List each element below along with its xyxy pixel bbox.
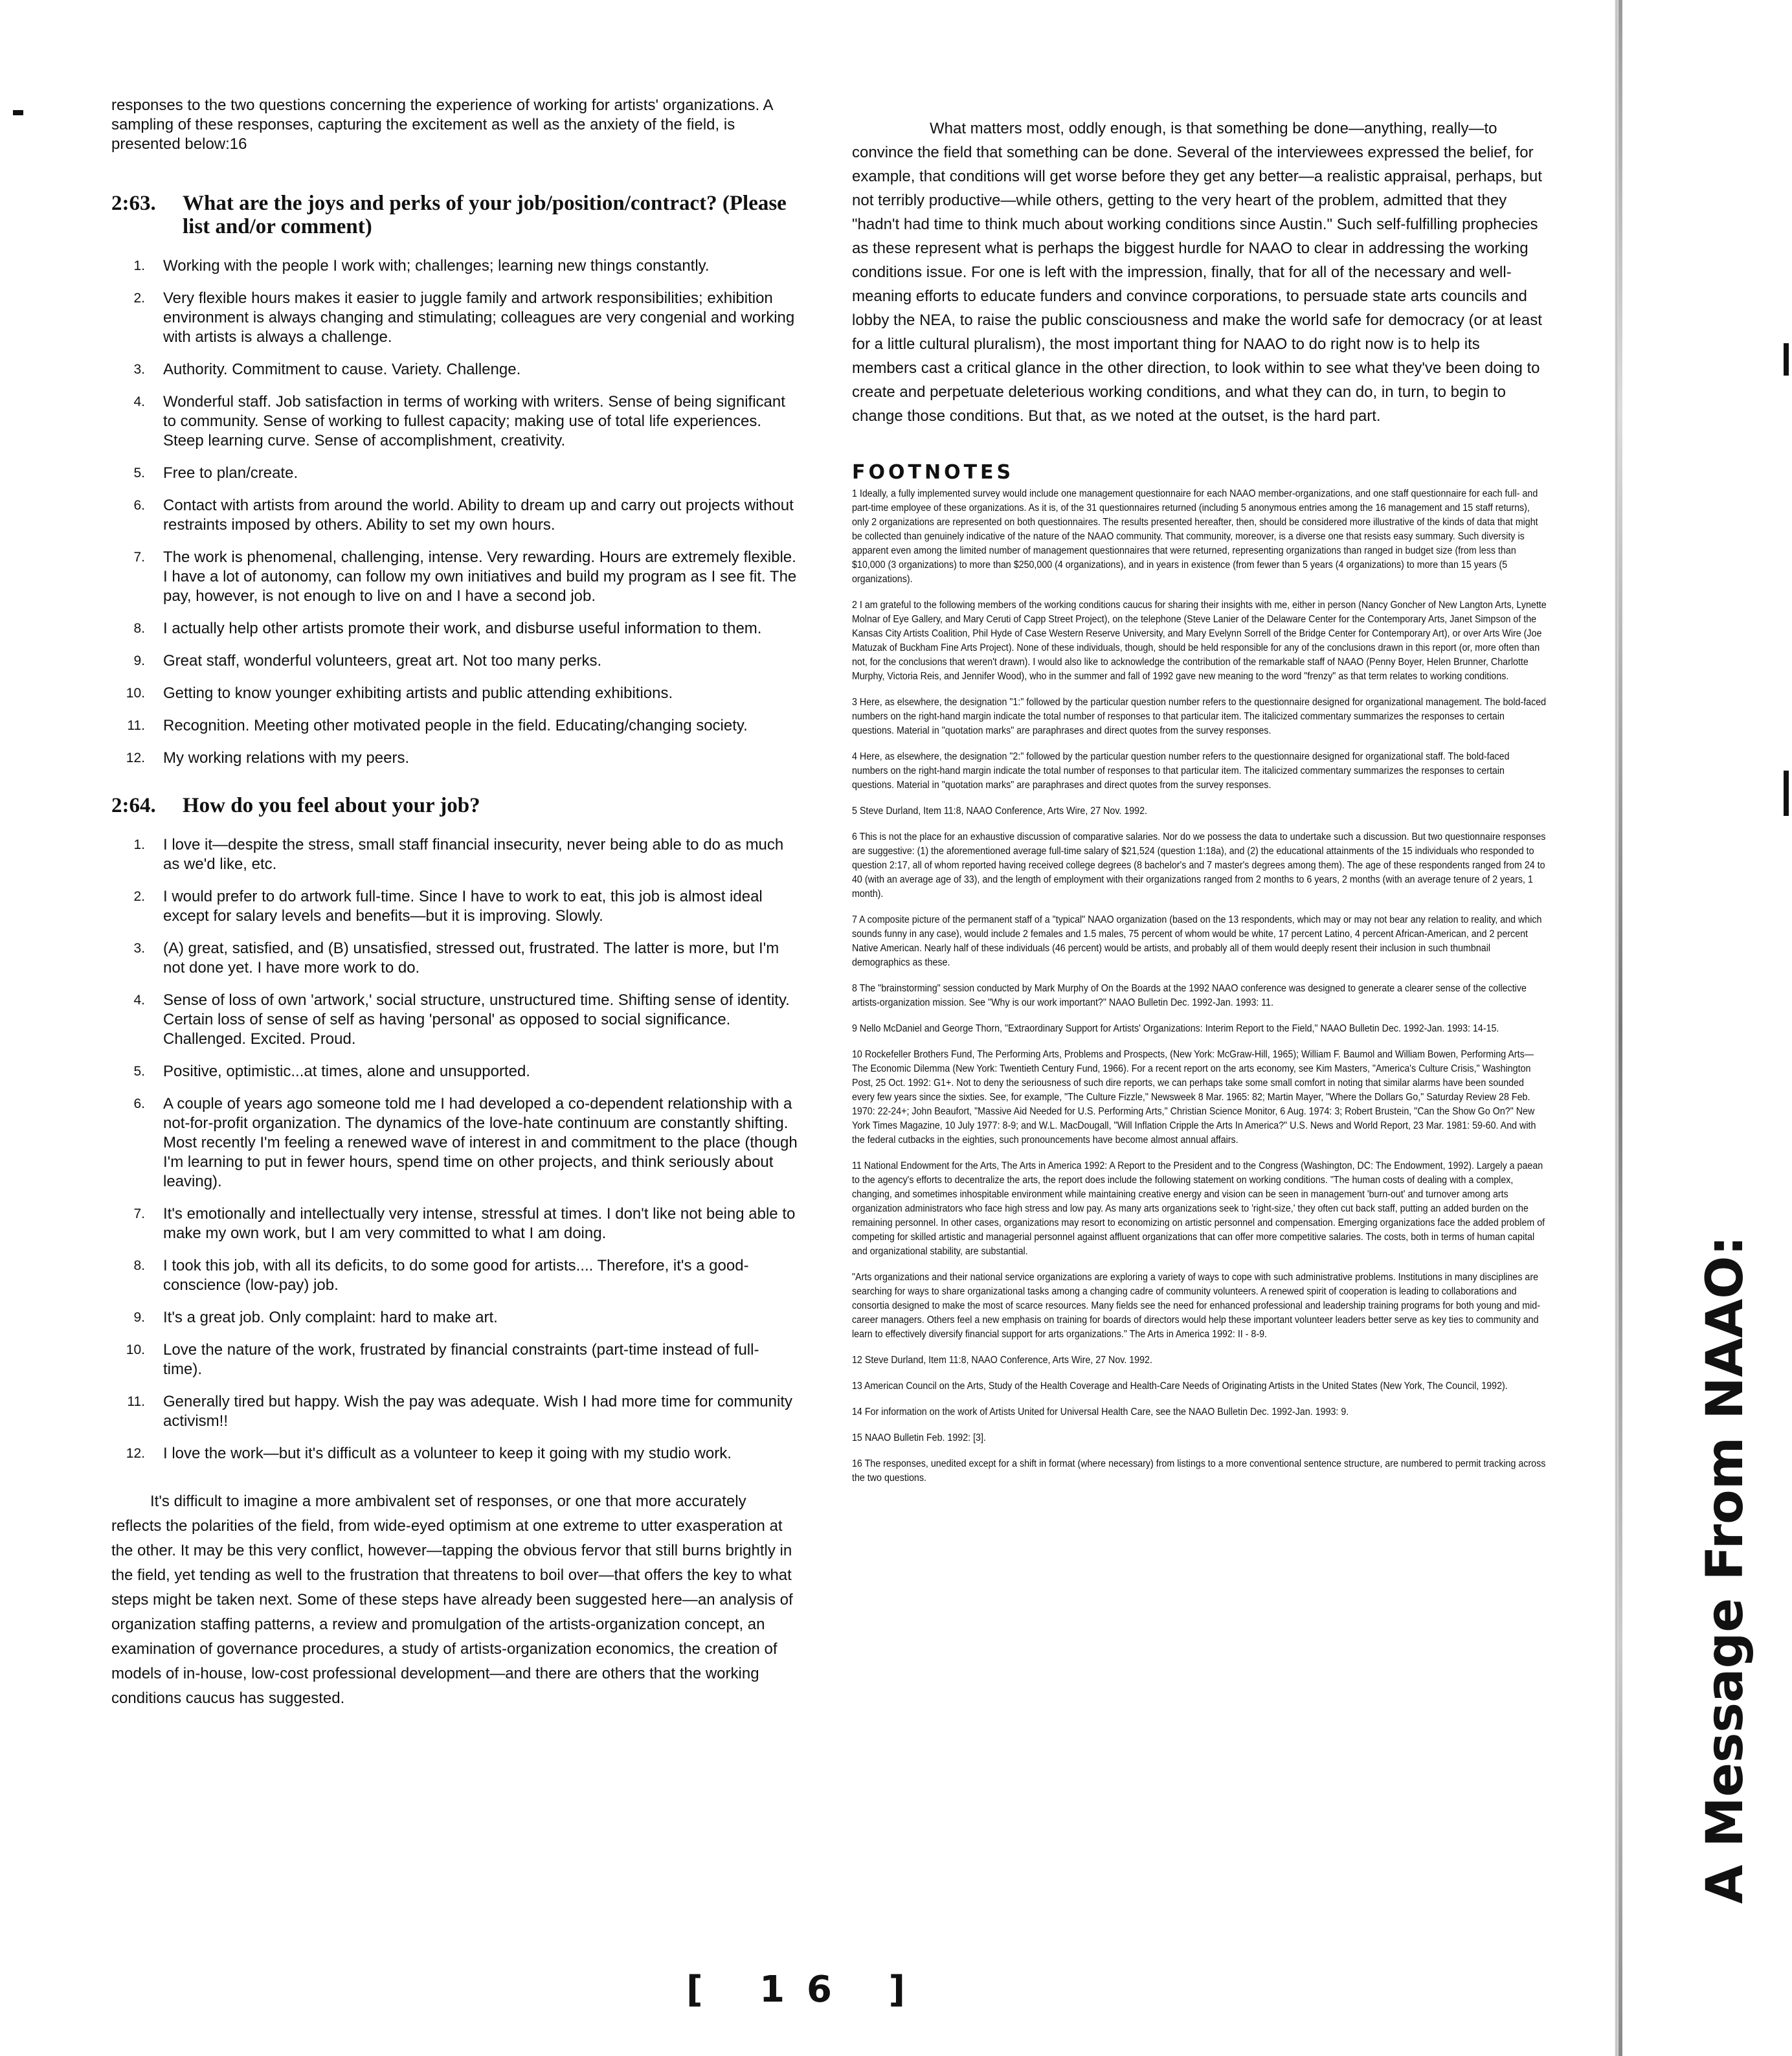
response-number: 4. bbox=[133, 394, 145, 409]
response-item bbox=[111, 289, 798, 347]
response-text: I would prefer to do artwork full-time. Since I have to work to eat, this job is almost ideal except for salary levels and benefits—but it is improving. Slowly. bbox=[163, 888, 763, 925]
response-text: Wonderful staff. Job satisfaction in terms of working with writers. Sense of being significant to community. Sense of working to fullest capacity; making use of total life experiences. Steep learning curve. Sense of accomplishment, creativity. bbox=[163, 393, 785, 449]
footnote: 6 This is not the place for an exhaustive discussion of comparative salaries. Nor do we possess the data to undertake such a discussion. But two questionnaire responses are suggestive: (1) the aforementioned average full-time salary of $21,524 (question 1:18a), and (2) the educational attainments of the 15 individuals who responded to question 2:17, all of whom reported having received college degrees (8 bachelor's and 7 master's degrees among them). The age of these respondents ranged from 24 to 40 (with an average age of 33), and the length of employment with their organizations ranged from 2 months to 6 years, 2 months (with an average tenure of 2 years, 1 month). bbox=[852, 831, 1546, 899]
response-number: 3. bbox=[133, 941, 145, 956]
footnotes-heading: FOOTNOTES bbox=[852, 461, 1014, 484]
footnote: 7 A composite picture of the permanent staff of a "typical" NAAO organization (based on the 13 respondents, which may or may not bear any relation to reality, and which sounds funny in any case), would include 2 females and 1.5 males, 75 percent of whom would be white, 17 percent Latino, 4 percent African-American, and 2 percent Native American. Nearly half of these individuals (46 percent) would be artists, and probably all of them would deeply resent their inclusion in such thumbnail demographics as these. bbox=[852, 914, 1542, 968]
footnotes-list bbox=[852, 487, 1548, 1486]
response-number: 4. bbox=[133, 993, 145, 1008]
response-text: The work is phenomenal, challenging, intense. Very rewarding. Hours are extremely flexible. I have a lot of autonomy, can follow my own initiatives and build my program as I see fit. The pay, however, is not enough to live on and I have a second job. bbox=[163, 548, 797, 605]
response-number: 8. bbox=[133, 621, 145, 636]
response-item bbox=[111, 887, 798, 926]
footnote: 11 National Endowment for the Arts, The Arts in America 1992: A Report to the President and to the Congress (Washington, DC: The Endowment, 1992). Largely a paean to the agency's efforts to decentralize the arts, the report does include the following statement on working conditions. "The human costs of dealing with a complex, changing, and sometimes inhospitable environment while maintaining creative energy and vision can be seen in management 'burn-out' and turnover among arts organization administrators who face high stress and low pay. As many arts organizations seek to 'right-size,' they often cut back staff, putting an added burden on the remaining personnel. In other cases, organizations may resort to economizing on artistic personnel and compensation. Emerging organizations face the added problem of competing for skilled artistic and managerial personnel against affluent organizations that can offer more competitive salaries. The costs, both in terms of human capital and organizational stability, are substantial. bbox=[852, 1160, 1545, 1257]
response-text: Very flexible hours makes it easier to juggle family and artwork responsibilities; exhibition environment is always changing and stimulating; colleagues are very congenial and working with artists is always a challenge. bbox=[163, 289, 795, 346]
response-text: Sense of loss of own 'artwork,' social structure, unstructured time. Shifting sense of identity. Certain loss of sense of self as having 'personal' as opposed to social significance. Challenged. Excited. Proud. bbox=[163, 991, 790, 1048]
response-text: I love the work—but it's difficult as a volunteer to keep it going with my studio work. bbox=[163, 1445, 732, 1462]
response-item bbox=[111, 548, 798, 606]
response-text: Recognition. Meeting other motivated people in the field. Educating/changing society. bbox=[163, 717, 748, 734]
response-text: Contact with artists from around the world. Ability to dream up and carry out projects without restraints imposed by others. Ability to set my own hours. bbox=[163, 497, 794, 534]
response-item bbox=[111, 1204, 798, 1243]
response-number: 1. bbox=[133, 258, 145, 273]
question-63-responses bbox=[111, 256, 798, 768]
response-number: 8. bbox=[133, 1258, 145, 1273]
response-number: 1. bbox=[133, 837, 145, 852]
footnote: 4 Here, as elsewhere, the designation "2:" followed by the particular question number refers to the questionnaire designed for organizational staff. The bold-faced numbers on the right-hand margin indicate the total number of responses to that particular item. The italicized commentary summarizes the responses to certain questions. Material in "quotation marks" are paraphrases and direct quotes from the survey responses. bbox=[852, 751, 1510, 791]
footnote: 9 Nello McDaniel and George Thorn, "Extraordinary Support for Artists' Organizations: Interim Report to the Field," NAAO Bulletin Dec. 1992-Jan. 1993: 14-15. bbox=[852, 1023, 1499, 1034]
response-number: 11. bbox=[127, 718, 145, 733]
response-number: 2. bbox=[133, 889, 145, 904]
response-number: 7. bbox=[133, 1206, 145, 1221]
response-text: It's emotionally and intellectually very intense, stressful at times. I don't like not being able to make my own work, but I am very committed to what I am doing. bbox=[163, 1205, 796, 1242]
response-item bbox=[111, 939, 798, 978]
response-item bbox=[111, 684, 798, 703]
right-column bbox=[852, 117, 1548, 1497]
scan-mark bbox=[13, 110, 23, 115]
response-item bbox=[111, 496, 798, 535]
response-item bbox=[111, 392, 798, 451]
footnote: 2 I am grateful to the following members of the working conditions caucus for sharing their insights with me, either in person (Nancy Goncher of New Langton Arts, Lynette Molnar of Eye Gallery, and Mary Ceruti of Capp Street Project), on the telephone (Steve Lanier of the Delaware Center for the Contemporary Arts, Janet Simpson of the Kansas City Artists Coalition, Phil Hyde of Case Western Reserve University, and Mary Evelynn Sorrell of the Bridge Center for Contemporary Art), or over Arts Wire (Joe Matuzak of Buckham Fine Arts Project). None of these individuals, though, should be held responsible for any of the conclusions drawn in this report (or, more often than not, for the conclusions that weren't drawn). I would also like to acknowledge the contribution of the remarkable staff of NAAO (Penny Boyer, Helen Brunner, Charlotte Murphy, Victoria Reis, and Jennifer Wood), who in the summer and fall of 1992 gave new meaning to the word "frenzy" as that term relates to working conditions. bbox=[852, 600, 1547, 682]
response-item bbox=[111, 1256, 798, 1295]
footnote: 14 For information on the work of Artists United for Universal Health Care, see the NAAO Bulletin Dec. 1992-Jan. 1993: 9. bbox=[852, 1406, 1349, 1418]
response-item bbox=[111, 1392, 798, 1431]
response-number: 9. bbox=[133, 1310, 145, 1325]
response-item bbox=[111, 464, 798, 483]
response-item bbox=[111, 991, 798, 1049]
side-title: A Message From NAAO: bbox=[1696, 1236, 1754, 1904]
footnote: 1 Ideally, a fully implemented survey would include one management questionnaire for each NAAO member-organizations, and one staff questionnaire for each full- and part-time employee of these organizations. As it is, of the 31 questionnaires returned (including 5 anonymous entries among the 16 management and 15 staff returns), only 2 organizations are represented on both questionnaires. The results presented hereafter, then, should be considered more illustrative of the kinds of data that might be collected than genuinely indicative of the nature of the NAAO community. That community, moreover, is a diverse one that resists easy summary. Such diversity is apparent even among the limited number of management questionnaires that were returned, representing organizations than ranged in budget size (from less than $10,000 (3 organizations) to more than $250,000 (4 organizations), and in years in existence (from fewer than 5 years (4 organizations) to more than 15 years (5 organizations). bbox=[852, 488, 1538, 585]
response-number: 12. bbox=[126, 751, 145, 765]
question-64-heading bbox=[111, 794, 798, 817]
response-item bbox=[111, 716, 798, 736]
response-number: 10. bbox=[126, 1342, 145, 1357]
response-text: Positive, optimistic...at times, alone and unsupported. bbox=[163, 1063, 530, 1080]
closing-paragraph: It's difficult to imagine a more ambivalent set of responses, or one that more accurately reflects the polarities of the field, from wide-eyed optimism at one extreme to utter exasperation at the other. It may be this very conflict, however—tapping the obvious fervor that still burns brightly in the field, yet tending as well to the frustration that threatens to boil over—that offers the key to what steps might be taken next. Some of these steps have already been suggested here—an analysis of organization staffing patterns, a review and promulgation of the artists-organization concept, an examination of governance procedures, a study of artists-organization economics, the creation of models of in-house, low-cost professional development—and there are others that the working conditions caucus has suggested. bbox=[111, 1493, 793, 1707]
response-number: 5. bbox=[133, 466, 145, 480]
response-item bbox=[111, 1062, 798, 1081]
response-number: 12. bbox=[126, 1446, 145, 1461]
footnote: 15 NAAO Bulletin Feb. 1992: [3]. bbox=[852, 1432, 986, 1443]
response-text: (A) great, satisfied, and (B) unsatisfied, stressed out, frustrated. The latter is more, but I'm not done yet. I have more work to do. bbox=[163, 940, 779, 977]
scan-edge-line bbox=[1618, 0, 1622, 2056]
response-number: 5. bbox=[133, 1064, 145, 1079]
footnote: 3 Here, as elsewhere, the designation "1:" followed by the particular question number refers to the questionnaire designed for organizational management. The bold-faced numbers on the right-hand margin indicate the total number of responses to that particular item. The italicized commentary summarizes the responses to certain questions. Material in "quotation marks" are paraphrases and direct quotes from the survey responses. bbox=[852, 697, 1547, 736]
response-item bbox=[111, 1340, 798, 1379]
response-item bbox=[111, 835, 798, 874]
footnote: 5 Steve Durland, Item 11:8, NAAO Conference, Arts Wire, 27 Nov. 1992. bbox=[852, 806, 1148, 817]
response-text: I took this job, with all its deficits, to do some good for artists.... Therefore, it's a good-conscience (low-pay) job. bbox=[163, 1257, 749, 1294]
response-text: Authority. Commitment to cause. Variety. Challenge. bbox=[163, 361, 521, 378]
footnote: 10 Rockefeller Brothers Fund, The Performing Arts, Problems and Prospects, (New York: McGraw-Hill, 1965); William F. Baumol and William Bowen, Performing Arts—The Economic Dilemma (New York: Twentieth Century Fund, 1966). For a recent report on the arts economy, see Kim Masters, "America's Culture Crisis," Washington Post, 25 Oct. 1992: G1+. Not to deny the seriousness of such dire reports, we can perhaps take some small comfort in noting that similar alarms have been sounded every few years since the sixties. See, for example, "The Culture Fizzle," Newsweek 8 Mar. 1965: 82; Martin Mayer, "Where the Dollars Go," Saturday Review 28 Feb. 1970: 22-24+; John Beaufort, "Massive Aid Needed for U.S. Performing Arts," Christian Science Monitor, 6 Aug. 1974: 3; Robert Brustein, "Can the Show Go On?" New York Times Magazine, 10 July 1977: 8-9; and W.L. MacDougall, "Will Inflation Cripple the Arts In America?" U.S. News and World Report, 23 Mar. 1981: 59-60. And with the federal cutbacks in the eighties, such pronouncements have become almost annual affairs. bbox=[852, 1049, 1536, 1146]
right-paragraph: What matters most, oddly enough, is that something be done—anything, really—to convince the field that something can be done. Several of the interviewees expressed the belief, for example, that conditions will get worse before they get any better—a realistic appraisal, perhaps, but not terribly productive—while others, getting to the very heart of the problem, admitted that they "hadn't had time to think much about working conditions since Austin." Such self-fulfilling prophecies as these represent what is perhaps the biggest hurdle for NAAO to clear in addressing the working conditions issue. For one is left with the impression, finally, that for all of the necessary and well-meaning efforts to educate funders and convince corporations, to persuade state arts councils and lobby the NEA, to raise the public consciousness and make the world safe for democracy (or at least for a little cultural pluralism), the most important thing for NAAO to do right now is to help its members cast a critical glance in the other direction, to look within to see what they've been doing to create and perpetuate deleterious working conditions, and what they can do, in turn, to begin to change those conditions. But that, as we noted at the outset, is the hard part. bbox=[852, 120, 1542, 425]
response-number: 10. bbox=[126, 686, 145, 701]
response-text: Great staff, wonderful volunteers, great art. Not too many perks. bbox=[163, 652, 602, 670]
question-title: What are the joys and perks of your job/position/contract? (Please list and/or comment) bbox=[183, 192, 787, 238]
scan-mark bbox=[1784, 343, 1789, 376]
response-text: My working relations with my peers. bbox=[163, 749, 410, 767]
response-item bbox=[111, 256, 798, 276]
response-text: I actually help other artists promote their work, and disburse useful information to them. bbox=[163, 620, 762, 637]
response-item bbox=[111, 1308, 798, 1327]
response-number: 7. bbox=[133, 550, 145, 565]
response-text: It's a great job. Only complaint: hard to make art. bbox=[163, 1309, 498, 1326]
response-number: 9. bbox=[133, 653, 145, 668]
response-number: 2. bbox=[133, 291, 145, 306]
footnote: 16 The responses, unedited except for a shift in format (where necessary) from listings to a more conventional sentence structure, are numbered to permit tracking across the two questions. bbox=[852, 1458, 1546, 1484]
response-item bbox=[111, 360, 798, 379]
response-number: 3. bbox=[133, 362, 145, 377]
response-item bbox=[111, 1444, 798, 1463]
question-title: How do you feel about your job? bbox=[183, 794, 480, 817]
footnote: 8 The "brainstorming" session conducted by Mark Murphy of On the Boards at the 1992 NAAO conference was designed to generate a clearer sense of the collective artists-organization mission. See "Why is our work important?" NAAO Bulletin Dec. 1992-Jan. 1993: 11. bbox=[852, 983, 1527, 1008]
response-item bbox=[111, 619, 798, 638]
response-item bbox=[111, 651, 798, 671]
response-item bbox=[111, 749, 798, 768]
response-text: Working with the people I work with; challenges; learning new things constantly. bbox=[163, 257, 710, 275]
response-text: Love the nature of the work, frustrated by financial constraints (part-time instead of full-time). bbox=[163, 1341, 759, 1378]
response-number: 11. bbox=[127, 1394, 145, 1409]
response-item bbox=[111, 1094, 798, 1192]
left-column bbox=[111, 96, 798, 1711]
question-64-responses bbox=[111, 835, 798, 1463]
response-text: I love it—despite the stress, small staff financial insecurity, never being able to do as much as we'd like, etc. bbox=[163, 836, 784, 873]
response-text: A couple of years ago someone told me I had developed a co-dependent relationship with a not-for-profit organization. The dynamics of the love-hate continuum are constantly shifting. Most recently I'm feeling a renewed wave of interest in and commitment to the place (though I'm learning to put in fewer hours, spend time on other projects, and think seriously about leaving). bbox=[163, 1095, 798, 1190]
response-number: 6. bbox=[133, 1096, 145, 1111]
page-number: [ 16 ] bbox=[686, 1969, 928, 2011]
question-63-heading bbox=[111, 192, 798, 238]
response-text: Generally tired but happy. Wish the pay was adequate. Wish I had more time for community activism!! bbox=[163, 1393, 792, 1430]
question-number: 2:64. bbox=[111, 794, 156, 817]
footnote: 13 American Council on the Arts, Study of the Health Coverage and Health-Care Needs of Originating Artists in the United States (New York, The Council, 1992). bbox=[852, 1381, 1508, 1392]
response-number: 6. bbox=[133, 498, 145, 513]
footnote: "Arts organizations and their national service organizations are exploring a variety of ways to cope with such administrative problems. Institutions in many disciplines are searching for ways to share organizational tasks among a changing cadre of community volunteers. A renewed spirit of cooperation is leading to collaborations and consortia designed to make the most of scarce resources. Many fields see the need for enhanced professional and leadership training programs for both young and mid-career managers. Others feel a new emphasis on training for boards of directors would help these important volunteer leaders better serve as key ties to community and learn to effectively diversify financial support for arts organizations." The Arts in America 1992: II - 8-9. bbox=[852, 1272, 1540, 1340]
intro-paragraph: responses to the two questions concerning the experience of working for artists' organizations. A sampling of these responses, capturing the excitement as well as the anxiety of the field, is presented below:16 bbox=[111, 96, 773, 153]
footnote: 12 Steve Durland, Item 11:8, NAAO Conference, Arts Wire, 27 Nov. 1992. bbox=[852, 1355, 1152, 1366]
scan-mark bbox=[1784, 771, 1789, 816]
response-text: Free to plan/create. bbox=[163, 464, 298, 482]
response-text: Getting to know younger exhibiting artists and public attending exhibitions. bbox=[163, 684, 673, 702]
question-number: 2:63. bbox=[111, 192, 156, 215]
